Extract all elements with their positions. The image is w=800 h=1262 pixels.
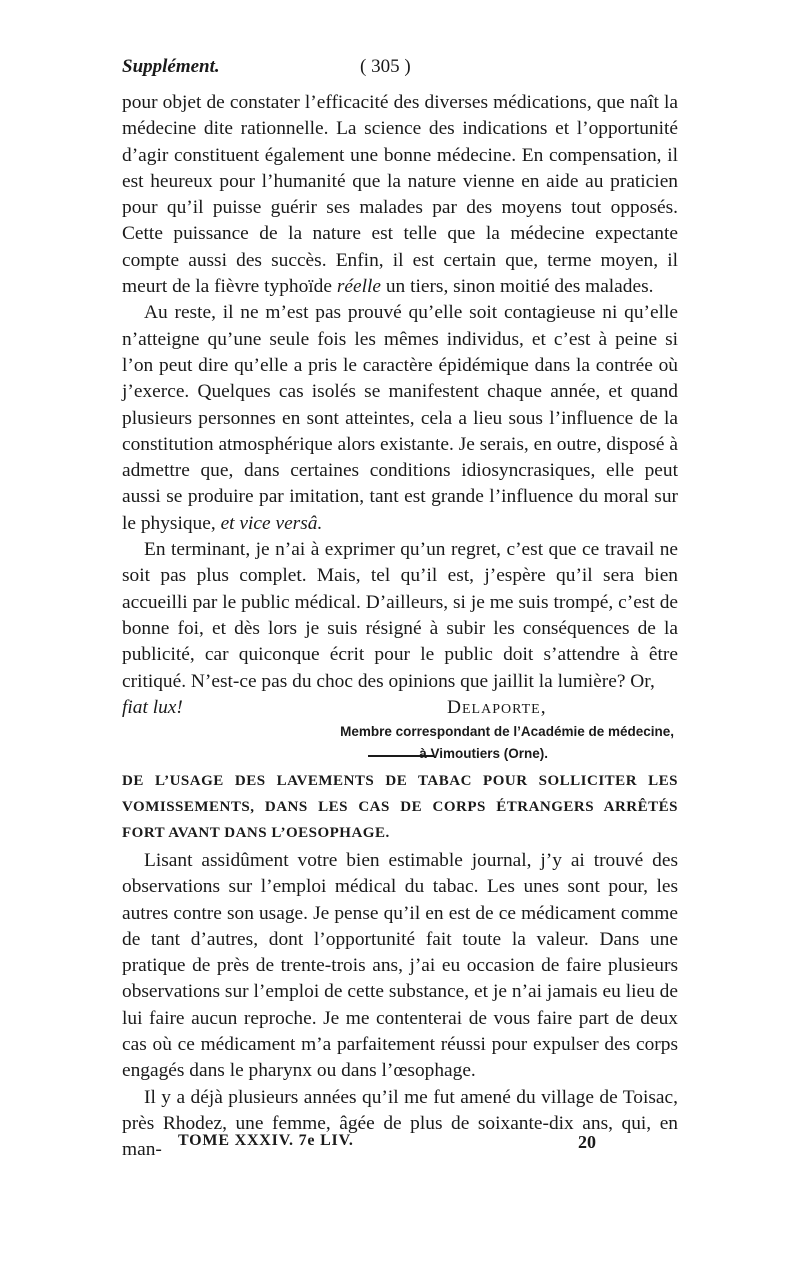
paragraph: Au reste, il ne m’est pas prouvé qu’elle soit contagieuse ni qu’elle n’atteigne qu’une seule fois les mêmes individus, et c’est à peine si l’on peut dire qu’elle a pris le caractère épidémique dans la contrée où j’exerce. Quelques cas isolés se manifestent chaque année, et quand plusieurs personnes en sont atteintes, cela a lieu sous l’influence de la constitution atmosphérique alors existante. Je serais, en outre, disposé à admettre que, dans certaines conditions idiosyncrasiques, elle peut aussi se produire par imitation, tant est grande l’influence du moral sur le physique, et vice versâ. [122,302,678,534]
paragraph: pour objet de constater l’efficacité des diverses médications, que naît la médecine dite rationnelle. La science des indications et l’opportunité d’agir constituent également une bonne médecine. En compensation, il est heureux pour l’humanité que la nature vienne en aide au praticien pour qu’il puisse guérir ses malades par des moyens tout opposés. Cette puissance de la nature est telle que la médecine expectante compte aussi des succès. Enfin, il est certain que, terme moyen, il meurt de la fièvre typhoïde réelle un tiers, sinon moitié des malades. [122,92,678,298]
author-location: à Vimoutiers (Orne). [419,745,548,761]
signature-line [122,695,678,721]
paragraph: Il y a déjà plusieurs années qu’il me fut amené du village de Toisac, près Rhodez, une femme, âgée de plus de soixante-dix ans, qui, en man- [122,1086,678,1161]
page-footer [0,1132,800,1160]
sheet-number: 20 [578,1132,596,1152]
closing-phrase: fiat lux! [122,696,183,718]
article-body [122,848,678,1164]
article-continuation [122,90,678,765]
article-title: DE L’USAGE DES LAVEMENTS DE TABAC POUR SOLLICITER LES VOMISSEMENTS, DANS LES CAS DE CORPS ÉTRANGERS ARRÊTÉS FORT AVANT DANS L’OESOPHAGE. [122,773,678,841]
signature-mark: TOME XXXIV. 7e LIV. [178,1132,354,1149]
author-affiliation: Membre correspondant de l’Académie de médecine, [340,723,674,739]
emphasis: réelle [336,276,381,298]
paragraph: En terminant, je n’ai à exprimer qu’un regret, c’est que ce travail ne soit pas plus complet. Mais, tel qu’il est, j’espère qu’il sera bien accueilli par le public médical. D’ailleurs, si je me suis trompé, c’est de bonne foi, et dès lors je suis résigné à subir les conséquences de la publicité, car quiconque écrit pour le public doit s’attendre à être critiqué. N’est-ce pas du choc des opinions que jaillit la lumière? Or, [122,539,678,692]
author-name: Delaporte, [447,696,547,718]
section-title: Supplément. [122,56,220,77]
paragraph: Lisant assidûment votre bien estimable journal, j’y ai trouvé des observations sur l’emploi médical du tabac. Les unes sont pour, les autres contre son usage. Je pense qu’il en est de ce médicament comme de tant d’autres, dont l’opportunité fait toute la valeur. Dans une pratique de près de trente-trois ans, j’ai eu occasion de faire plusieurs observations sur l’emploi de cette substance, et je n’ai jamais eu lieu de lui faire aucun reproche. Je me contenterai de vous faire part de deux cas où ce médicament m’a parfaitement réussi pour expulser des corps engagés dans le pharynx ou dans l’œsophage. [122,850,678,1082]
emphasis: et vice versâ. [220,512,323,534]
page-number: ( 305 ) [360,56,411,77]
running-head [122,56,678,86]
section-divider [368,755,434,757]
